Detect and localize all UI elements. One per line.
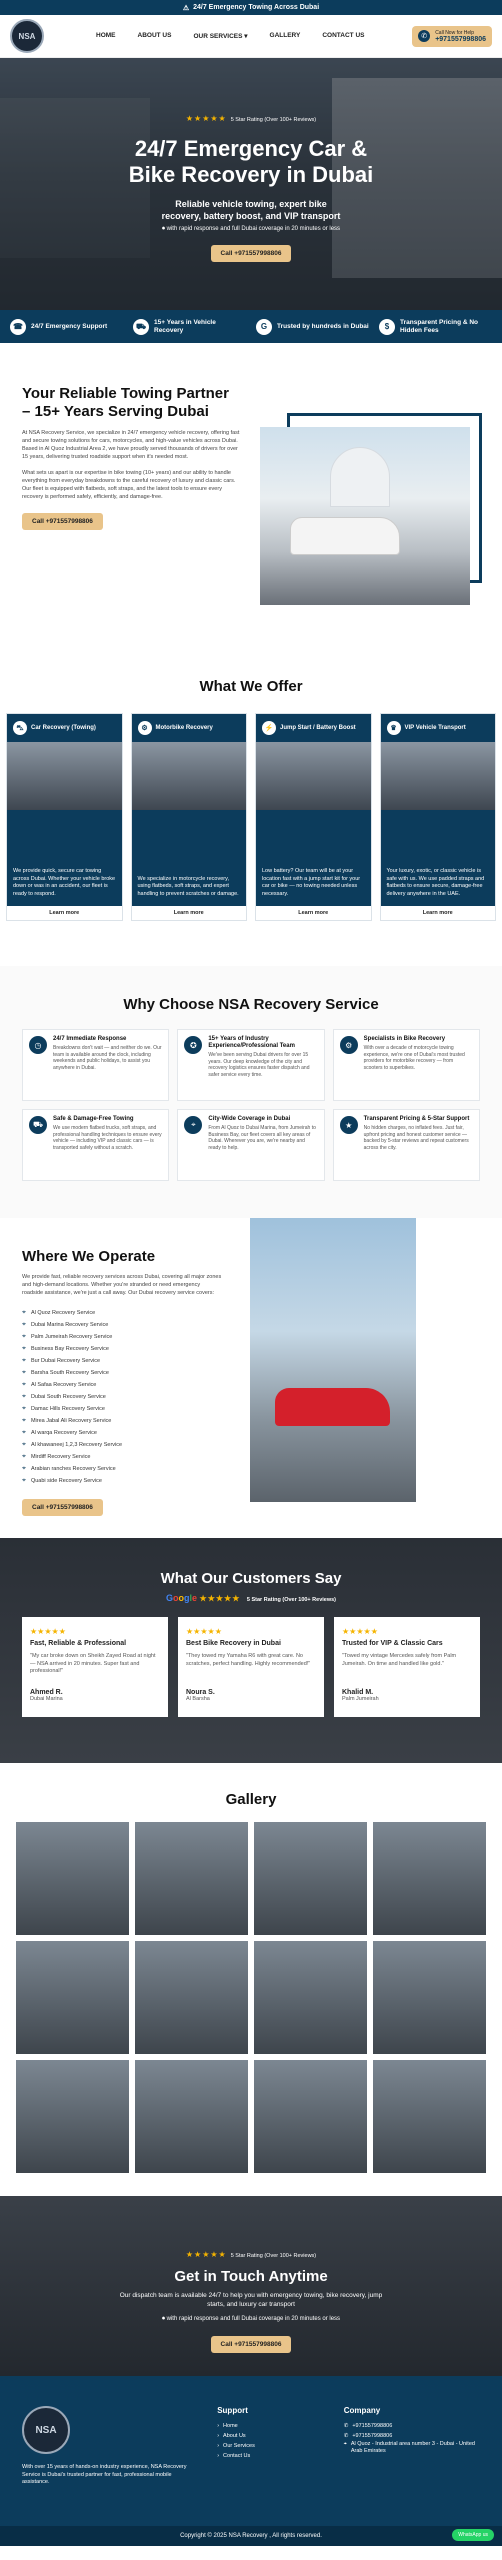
area-item: ⌖ Al Quoz Recovery Service (22, 1309, 96, 1316)
about-paragraph-1: At NSA Recovery Service, we specialize in 24/7 emergency vehicle recovery, offering fast and secure towing solutions for cars, motorcycles, and high-value vehicles across Dubai. Based in Al Quoz Industrial Area 2, we have proudly served thousands of drivers for over 15 years, delivering trusted roadside support when it's needed most. (22, 430, 240, 460)
map-icon: ⌖ (184, 1116, 202, 1134)
call-button[interactable] (412, 26, 492, 47)
contact-title: Get in Touch Anytime (174, 2268, 328, 2285)
pin-icon: ⌖ (22, 1405, 26, 1412)
truck-icon: ⛟ (133, 319, 149, 335)
call-number: +971557998806 (435, 35, 486, 43)
why-item: ◷ 24/7 Immediate Response Breakdowns don't wait — and neither do we. Our team is available around the clock, including weekends and public holidays, to assist you anywhere in Dubai. (22, 1029, 169, 1101)
nav-gallery[interactable]: GALLERY (269, 32, 301, 39)
why-item: ⌖ City-Wide Coverage in Dubai From Al Quoz to Dubai Marina, from Jumeirah to Business Bay, our fleet covers all key areas of Dubai. Wherever you are, we're nearby and ready to help. (177, 1109, 324, 1181)
service-image (132, 742, 247, 810)
why-title: Why Choose NSA Recovery Service (123, 996, 379, 1013)
hero-subtitle: Reliable vehicle towing, expert bike recovery, battery boost, and VIP transport (161, 199, 341, 221)
gallery-image[interactable] (254, 2060, 367, 2173)
area-item: ⌖ Al Safaa Recovery Service (22, 1381, 97, 1388)
footer-link[interactable]: › Home (217, 2423, 238, 2429)
area-item: ⌖ Bur Dubai Recovery Service (22, 1357, 101, 1364)
footer-about: With over 15 years of hands-on industry experience, NSA Recovery Service is Dubai's trusted partner for fast, professional mobile assistance. (22, 2464, 187, 2485)
footer-phone[interactable]: ✆ +971557998806 (343, 2423, 393, 2429)
learn-more-button[interactable]: Learn more (132, 906, 247, 920)
car-icon: ⛍ (13, 721, 27, 735)
phone-icon: ✆ (418, 30, 430, 42)
pin-icon: ⌖ (22, 1369, 26, 1376)
review-card: ★★★★★ Trusted for VIP & Classic Cars "Towed my vintage Mercedes safely from Palm Jumeirah. On time and handled like gold." Khalid M. Palm Jumeirah (334, 1617, 480, 1717)
contact-paragraph: Our dispatch team is available 24/7 to help you with emergency towing, bike recovery, jump starts, and luxury car transport (119, 2292, 383, 2308)
learn-more-button[interactable]: Learn more (381, 906, 496, 920)
nav-about[interactable]: ABOUT US (137, 32, 172, 39)
footer-address: ⌖ Al Quoz - Industrial area number 3 - Dubai - United Arab Emirates (343, 2441, 475, 2454)
pin-icon: ⌖ (22, 1333, 26, 1340)
nav-services[interactable]: OUR SERVICES ▾ (193, 33, 248, 40)
phone-icon: ✆ (343, 2423, 349, 2429)
area-item: ⌖ Arabian ranches Recovery Service (22, 1465, 116, 1472)
hero-call-button[interactable]: Call +971557998806 (211, 245, 292, 262)
gallery-image[interactable] (16, 1822, 129, 1935)
where-section (0, 1218, 502, 1538)
area-item: ⌖ Business Bay Recovery Service (22, 1345, 109, 1352)
nav-home[interactable]: HOME (96, 32, 116, 39)
pin-icon: ⌖ (22, 1393, 26, 1400)
hero-rating: 5 Star Rating (Over 100+ Reviews) (230, 117, 317, 123)
pin-icon: ⌖ (22, 1417, 26, 1424)
footer (0, 2376, 502, 2526)
logo[interactable]: NSA (10, 19, 44, 53)
feature-item: G Trusted by hundreds in Dubai (256, 319, 369, 335)
battery-icon: ⚡ (262, 721, 276, 735)
stars-icon: ★★★★★ (30, 1627, 66, 1636)
company-title: Company (343, 2406, 381, 2415)
gallery-image[interactable] (254, 1822, 367, 1935)
feature-item: ☎ 24/7 Emergency Support (10, 319, 123, 335)
gallery-image[interactable] (135, 2060, 248, 2173)
contact-call-button[interactable]: Call +971557998806 (211, 2336, 292, 2353)
topbar-text: 24/7 Emergency Towing Across Dubai (193, 4, 320, 11)
gallery-image[interactable] (373, 2060, 486, 2173)
gallery-title: Gallery (225, 1791, 277, 1808)
gallery-image[interactable] (135, 1941, 248, 2054)
service-image (381, 742, 496, 810)
google-icon: G (256, 319, 272, 335)
topbar (0, 0, 502, 15)
stars-icon: ★★★★★ (342, 1627, 378, 1636)
service-card: ⚙ Motorbike Recovery We specialize in motorcycle recovery, using flatbeds, soft straps, and expert handling to prevent scratches or damage. Learn more (131, 713, 248, 921)
contact-section: ★★★★★ 5 Star Rating (Over 100+ Reviews) Get in Touch Anytime Our dispatch team is available 24/7 to help you with emergency towing, bike recovery, jump starts, and luxury car transport ⏺ with rapid response and full Dubai coverage in 20 minutes or less Call +971557998806 (0, 2196, 502, 2376)
stars-icon: ★★★★★ (185, 114, 227, 123)
price-tag-icon: $ (379, 319, 395, 335)
service-card: ⛍ Car Recovery (Towing) We provide quick, secure car towing across Dubai. Whether your vehicle broke down or was in an accident, our fleet is ready to respond. Learn more (6, 713, 123, 921)
gallery-image[interactable] (373, 1941, 486, 2054)
about-call-button[interactable]: Call +971557998806 (22, 513, 103, 530)
where-paragraph: We provide fast, reliable recovery services across Dubai, covering all major zones and high-demand locations. Whether you're stranded or need emergency roadside assistance, we're just a call away. Our Dubai recovery service covers: (22, 1274, 222, 1296)
truck-icon: ⛟ (29, 1116, 47, 1134)
feature-item: $ Transparent Pricing & No Hidden Fees (379, 319, 492, 335)
reviews-section (0, 1538, 502, 1763)
call-label: Call Now for Help (435, 29, 475, 36)
stars-icon: ★★★★★ (185, 2250, 227, 2259)
area-item: ⌖ Dubai South Recovery Service (22, 1393, 106, 1400)
phone-icon: ✆ (343, 2433, 349, 2439)
bike-icon: ⚙ (340, 1036, 358, 1054)
gallery-image[interactable] (373, 1822, 486, 1935)
alert-icon: ⚠ (182, 4, 190, 12)
feature-item: ⛟ 15+ Years in Vehicle Recovery (133, 319, 246, 335)
why-item: ⛟ Safe & Damage-Free Towing We use modern flatbed trucks, soft straps, and professional handling techniques to ensure every vehicle — including VIP and classic cars — is transported safely without a scratch. (22, 1109, 169, 1181)
pin-icon: ⌖ (22, 1309, 26, 1316)
star-icon: ★ (340, 1116, 358, 1134)
pin-icon: ⌖ (22, 1453, 26, 1460)
clock-icon: ◷ (29, 1036, 47, 1054)
support-title: Support (217, 2406, 248, 2415)
review-card: ★★★★★ Fast, Reliable & Professional "My car broke down on Sheikh Zayed Road at night — NSA arrived in 20 minutes. Super fast and professional!" Ahmed R. Dubai Marina (22, 1617, 168, 1717)
pin-icon: ⌖ (22, 1381, 26, 1388)
learn-more-button[interactable]: Learn more (256, 906, 371, 920)
pin-icon: ⌖ (22, 1345, 26, 1352)
hero-note: ⏺ with rapid response and full Dubai coverage in 20 minutes or less (161, 226, 341, 232)
gallery-image[interactable] (135, 1822, 248, 1935)
area-item: ⌖ Palm Jumeirah Recovery Service (22, 1333, 113, 1340)
gallery-section (0, 1763, 502, 2196)
footer-phone[interactable]: ✆ +971557998806 (343, 2433, 393, 2439)
pin-icon: ⌖ (22, 1429, 26, 1436)
area-item: ⌖ Dubai Marina Recovery Service (22, 1321, 109, 1328)
where-call-button[interactable]: Call +971557998806 (22, 1499, 103, 1516)
motorbike-icon: ⚙ (138, 721, 152, 735)
stars-icon: ★★★★★ (199, 1594, 241, 1603)
pin-icon: ⌖ (22, 1321, 26, 1328)
service-card: ⚡ Jump Start / Battery Boost Low battery? Our team will be at your location fast with a jump start kit for your car or bike — no towing needed unless necessary. Learn more (255, 713, 372, 921)
why-item: ✪ 15+ Years of Industry Experience/Professional Team We've been serving Dubai drivers for over 15 years. Our deep knowledge of the city and recovery logistics ensures faster dispatch and safer service every time. (177, 1029, 324, 1101)
service-image (7, 742, 122, 810)
pin-icon: ⌖ (22, 1357, 26, 1364)
navbar (0, 15, 502, 58)
why-section (0, 966, 502, 1218)
footer-logo[interactable]: NSA (22, 2406, 70, 2454)
contact-note: ⏺ with rapid response and full Dubai coverage in 20 minutes or less (161, 2316, 341, 2322)
hero-title: 24/7 Emergency Car & Bike Recovery in Dubai (128, 136, 374, 187)
area-item: ⌖ Damac Hills Recovery Service (22, 1405, 105, 1412)
headset-icon: ☎ (10, 319, 26, 335)
about-title: Your Reliable Towing Partner – 15+ Years Serving Dubai (22, 385, 229, 420)
whatsapp-button[interactable]: WhatsApp us (452, 2529, 494, 2541)
review-card: ★★★★★ Best Bike Recovery in Dubai "They towed my Yamaha R6 with great care. No scratches, perfect handling. Highly recommended!" Noura S. Al Barsha (178, 1617, 324, 1717)
service-card: ♛ VIP Vehicle Transport Your luxury, exotic, or classic vehicle is safe with us. We use padded straps and flatbeds to ensure secure, damage-free delivery anywhere in the UAE. Learn more (380, 713, 497, 921)
area-item: ⌖ Al khawaneej 1,2,3 Recovery Service (22, 1441, 123, 1448)
google-logo: Google ★★★★★ 5 Star Rating (Over 100+ Reviews) (165, 1593, 337, 1603)
footer-link[interactable]: › Contact Us (217, 2453, 251, 2459)
where-image (250, 1218, 416, 1502)
about-image (260, 427, 470, 605)
offer-section (0, 658, 502, 966)
about-paragraph-2: What sets us apart is our expertise in bike towing (10+ years) and our ability to handle everything from everyday breakdowns to the careful recovery of luxury and classic cars. Our fleet is equipped with flatbeds, soft straps, and the latest tools to ensure every recovery is performed safely, efficiently, and damage-free. (22, 470, 236, 500)
service-image (256, 742, 371, 810)
vip-car-icon: ♛ (387, 721, 401, 735)
footer-link[interactable]: › About Us (217, 2433, 246, 2439)
nav-links (96, 32, 365, 40)
features-bar (0, 310, 502, 343)
pin-icon: ⌖ (22, 1465, 26, 1472)
gallery-image[interactable] (254, 1941, 367, 2054)
learn-more-button[interactable]: Learn more (7, 906, 122, 920)
award-icon: ✪ (184, 1036, 202, 1054)
offer-title: What We Offer (199, 678, 303, 695)
area-item: ⌖ Barsha South Recovery Service (22, 1369, 109, 1376)
why-item: ⚙ Specialists in Bike Recovery With over a decade of motorcycle towing experience, we're one of Dubai's most trusted providers for motorbike recovery — from scooters to superbikes. (333, 1029, 480, 1101)
hero (0, 58, 502, 310)
area-item: ⌖ Quabi side Recovery Service (22, 1477, 102, 1484)
stars-icon: ★★★★★ (186, 1627, 222, 1636)
area-item: ⌖ Mirea Jabal Ali Recovery Service (22, 1417, 112, 1424)
nav-contact[interactable]: CONTACT US (322, 32, 365, 39)
pin-icon: ⌖ (22, 1441, 26, 1448)
area-item: ⌖ Al warqa Recovery Service (22, 1429, 97, 1436)
where-title: Where We Operate (22, 1248, 156, 1265)
about-section (0, 343, 502, 658)
reviews-title: What Our Customers Say (160, 1570, 342, 1587)
gallery-image[interactable] (16, 2060, 129, 2173)
area-item: ⌖ Mirdiff Recovery Service (22, 1453, 91, 1460)
why-item: ★ Transparent Pricing & 5-Star Support No hidden charges, no inflated fees. Just fair, upfront pricing and honest customer service — backed by 5-star reviews and repeat customers across the city. (333, 1109, 480, 1181)
location-icon: ⌖ (343, 2441, 347, 2447)
gallery-image[interactable] (16, 1941, 129, 2054)
footer-link[interactable]: › Our Services (217, 2443, 255, 2449)
copyright: Copyright © 2025 NSA Recovery , All rights reserved. WhatsApp us (0, 2526, 502, 2546)
pin-icon: ⌖ (22, 1477, 26, 1484)
